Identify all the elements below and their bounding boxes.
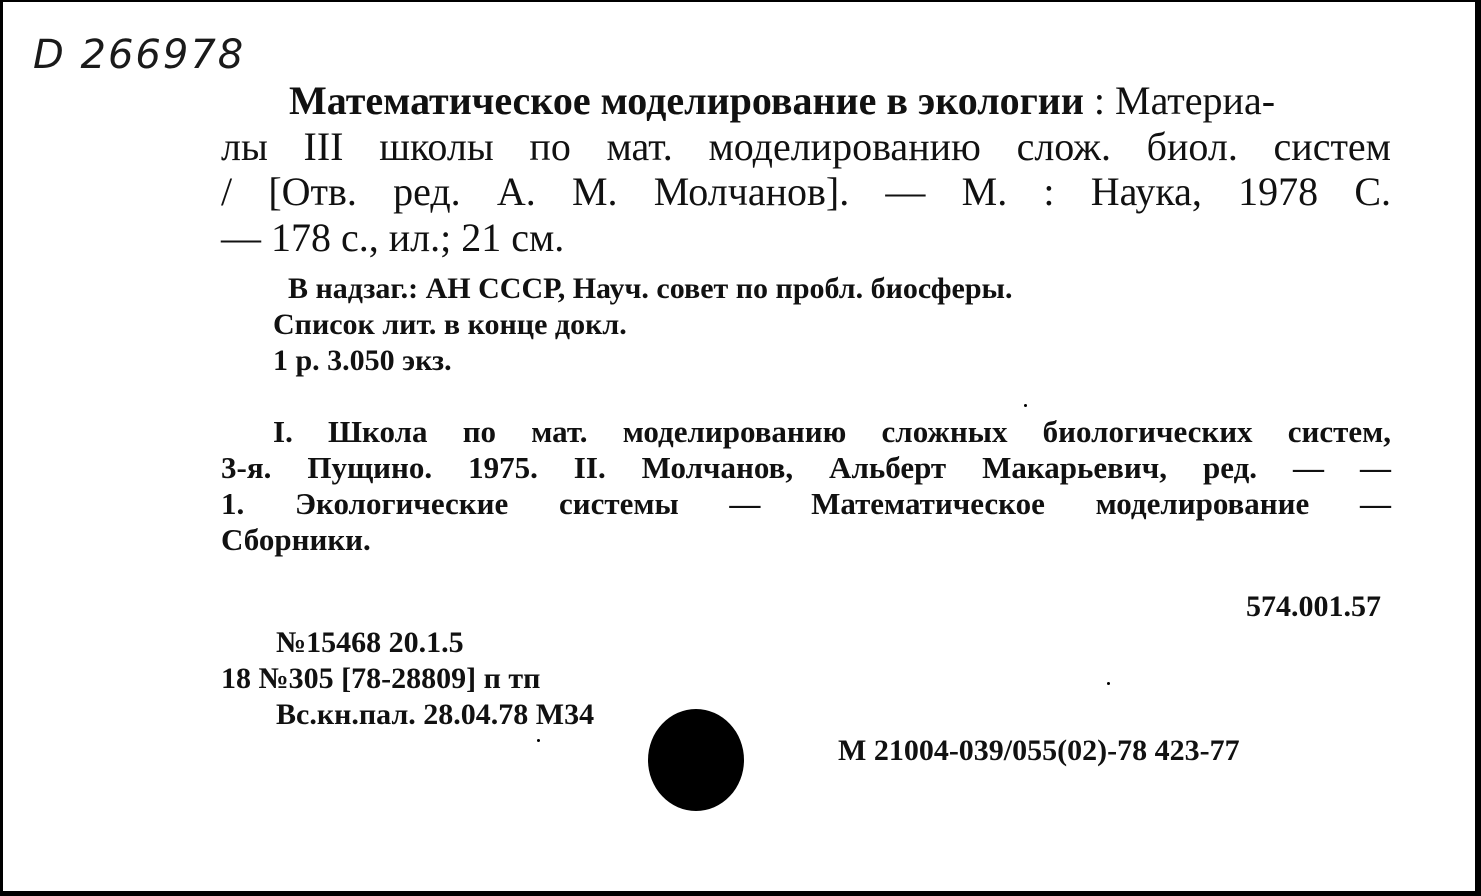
speck-mark xyxy=(1107,682,1110,685)
index-code: М 21004-039/055(02)-78 423-77 xyxy=(838,734,1240,767)
main-entry-line-1 xyxy=(289,78,1276,123)
tracing-line-4: Сборники. xyxy=(221,522,371,557)
punch-hole xyxy=(648,709,744,811)
note-bibliography: Список лит. в конце докл. xyxy=(273,308,627,341)
speck-mark xyxy=(537,739,540,742)
title: Математическое моделирование в экологии xyxy=(289,78,1084,123)
footer-line-2: 18 №305 [78-28809] п тп xyxy=(221,662,541,695)
speck-mark xyxy=(1024,404,1027,407)
tracing-line-3: 1. Экологические системы — Математическое моделирование — xyxy=(221,486,1391,521)
title-continuation: : Материа- xyxy=(1083,78,1276,123)
note-price-print-run: 1 р. 3.050 экз. xyxy=(273,344,452,377)
catalog-card xyxy=(3,2,1475,891)
main-entry-line-4: — 178 с., ил.; 21 см. xyxy=(221,215,565,260)
main-entry-line-2: лы III школы по мат. моделированию слож. биол. систем xyxy=(221,124,1391,169)
note-header: В надзаг.: АН СССР, Науч. совет по пробл. биосферы. xyxy=(288,272,1013,305)
tracing-line-1: I. Школа по мат. моделированию сложных биологических систем, xyxy=(273,414,1391,449)
handwritten-inventory-number: D 266978 xyxy=(33,32,246,78)
footer-line-3: Вс.кн.пал. 28.04.78 М34 xyxy=(276,698,595,731)
footer-line-1: №15468 20.1.5 xyxy=(276,626,464,659)
tracing-line-2: 3-я. Пущино. 1975. II. Молчанов, Альберт Макарьевич, ред. — — xyxy=(221,450,1391,485)
main-entry-line-3: / [Отв. ред. А. М. Молчанов]. — М. : Наука, 1978 С. xyxy=(221,169,1391,214)
udc-number: 574.001.57 xyxy=(1246,590,1381,623)
